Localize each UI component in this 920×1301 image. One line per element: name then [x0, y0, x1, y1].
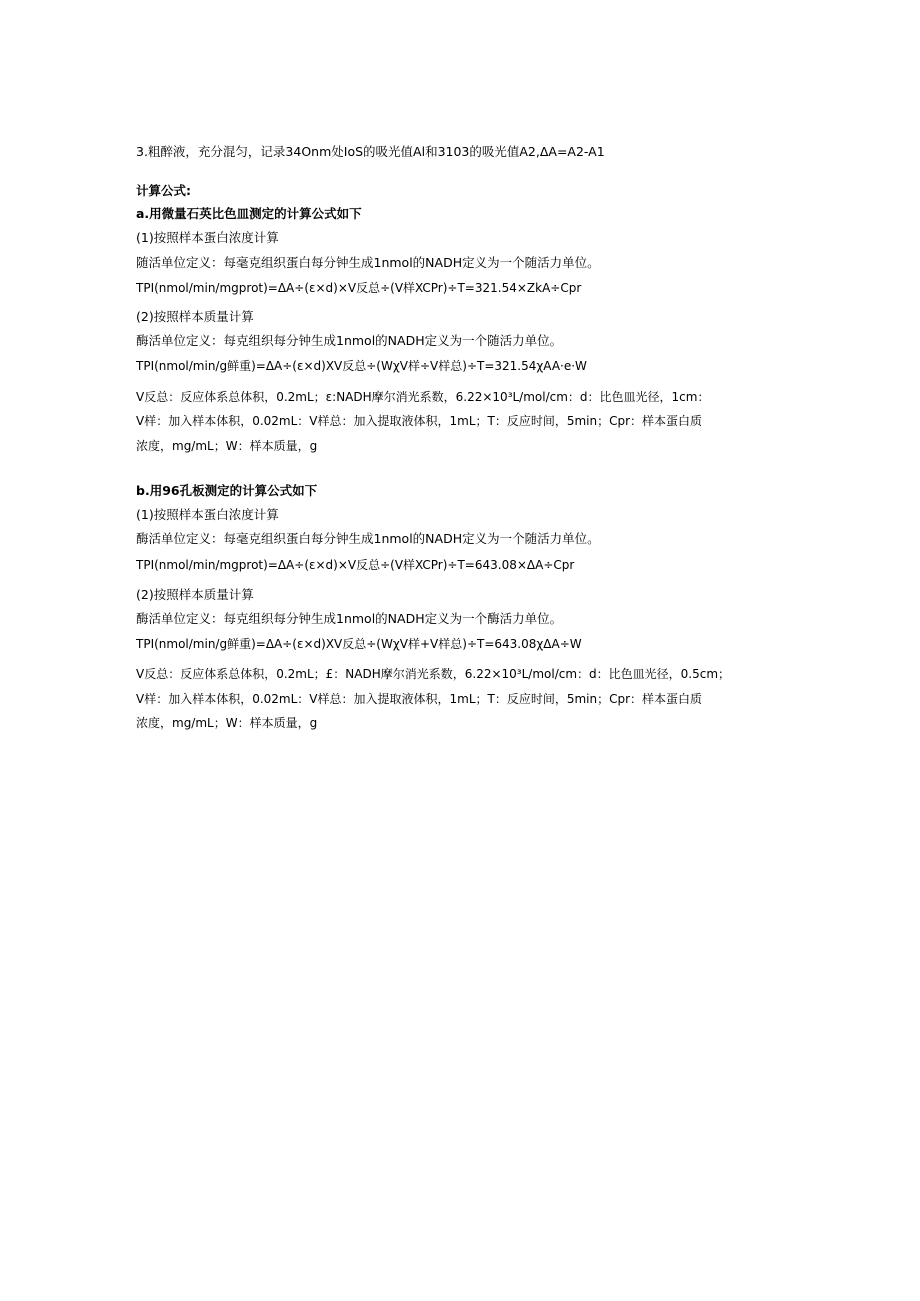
section-a-sub1-formula: TPI(nmol/min/mgprot)=ΔA÷(ε×d)×V反总÷(V样XCPr)÷T=321.54×ZkA÷Cpr	[136, 281, 582, 295]
section-b-sub1-definition: 酶活单位定义：每毫克组织蛋白每分钟生成1nmol的NADH定义为一个随活力单位。	[136, 531, 600, 546]
section-b-sub2-title: (2)按照样本质量计算	[136, 587, 254, 602]
section-a-sub1-definition: 随活单位定义：每毫克组织蛋白每分钟生成1nmol的NADH定义为一个随活力单位。	[136, 255, 600, 270]
section-a-note-line: V样：加入样本体积，0.02mL：V样总：加入提取液体积，1mL；T：反应时间，5min；Cpr：样本蛋白质	[136, 414, 703, 428]
section-a-title: a.用微量石英比色皿测定的计算公式如下	[136, 206, 362, 221]
section-b-note-line: 浓度，mg/mL；W：样本质量，g	[136, 716, 318, 730]
section-b-sub1-title: (1)按照样本蛋白浓度计算	[136, 507, 279, 522]
section-a-sub2-formula: TPI(nmol/min/g鲜重)=ΔA÷(ε×d)XV反总÷(WχV样÷V样总)÷T=321.54χAA·e·W	[136, 359, 587, 373]
section-a-note-line: V反总：反应体系总体积，0.2mL；ε:NADH摩尔消光系数，6.22×10³L/mol/cm：d：比色皿光径，1cm：	[136, 390, 710, 404]
step3-text: 3.粗醉液，充分混匀，记录34Onm处IoS的吸光值Al和3103的吸光值A2,ΔA=A2-A1	[136, 144, 605, 159]
section-a-note-line: 浓度，mg/mL；W：样本质量，g	[136, 439, 318, 453]
section-b-title: b.用96孔板测定的计算公式如下	[136, 483, 318, 498]
section-b-note-line: V反总：反应体系总体积，0.2mL；£：NADH摩尔消光系数，6.22×10³L/mol/cm：d：比色皿光径，0.5cm；	[136, 667, 731, 681]
section-a-sub2-title: (2)按照样本质量计算	[136, 309, 254, 324]
section-a-sub1-title: (1)按照样本蛋白浓度计算	[136, 230, 279, 245]
section-a-sub2-definition: 酶活单位定义：每克组织每分钟生成1nmol的NADH定义为一个随活力单位。	[136, 333, 563, 348]
section-b-sub1-formula: TPI(nmol/min/mgprot)=ΔA÷(ε×d)×V反总÷(V样XCPr)÷T=643.08×ΔA÷Cpr	[136, 558, 575, 572]
section-b-note-line: V样：加入样本体积，0.02mL：V样总：加入提取液体积，1mL；T：反应时间，5min；Cpr：样本蛋白质	[136, 692, 703, 706]
section-b-sub2-definition: 酶活单位定义：每克组织每分钟生成1nmol的NADH定义为一个酶活力单位。	[136, 611, 563, 626]
formula-heading: 计算公式:	[136, 183, 191, 198]
section-b-sub2-formula: TPI(nmol/min/g鲜重)=ΔA÷(ε×d)XV反总÷(WχV样+V样总)÷T=643.08χΔA÷W	[136, 637, 582, 651]
